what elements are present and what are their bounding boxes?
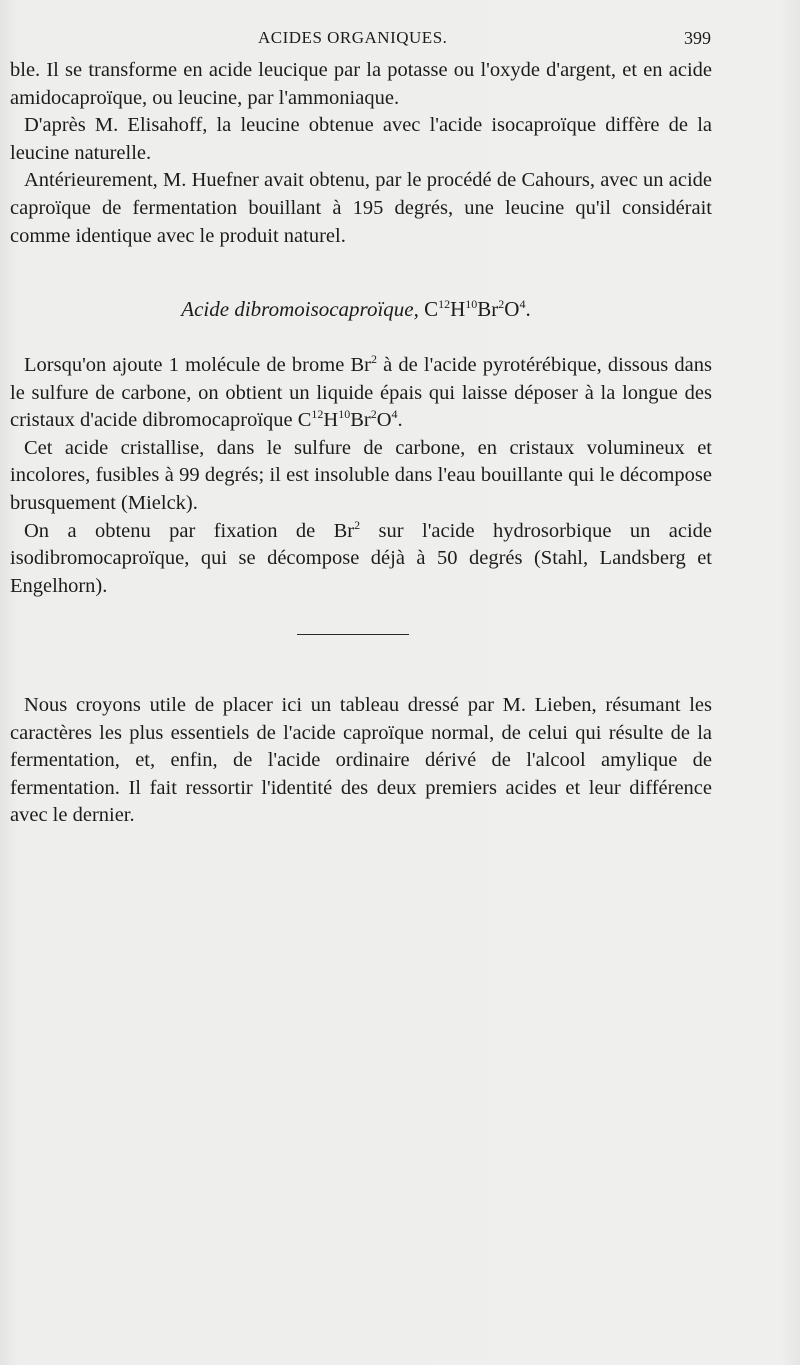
section-paragraphs: [10, 352, 712, 600]
formula-period: .: [525, 297, 531, 321]
running-head: [0, 28, 800, 52]
text-run: H: [323, 409, 339, 432]
running-title: ACIDES ORGANIQUES.: [258, 28, 448, 47]
superscript: 2: [354, 517, 361, 532]
formula-element: H: [450, 297, 466, 321]
formula-subscript: 4: [519, 297, 526, 311]
superscript: 2: [370, 407, 377, 422]
formula-subscript: 10: [465, 297, 478, 311]
section-heading: [0, 297, 712, 322]
text-run: .: [397, 409, 403, 432]
section-heading-name: Acide dibromoisocaproïque,: [181, 297, 419, 321]
text-run: Br: [350, 409, 371, 432]
paragraph-huefner: Antérieurement, M. Huefner avait obtenu, par le procédé de Cahours, avec un acide caproïque de fermentation bouillant à 195 degrés, une leucine qu'il considérait comme identique avec le produit naturel.: [10, 169, 712, 247]
text-run: Lorsqu'on ajoute 1 molécule de brome Br: [24, 354, 371, 376]
text-run: sur l'acide hydrosorbique un acide isodibromocaproïque, qui se décompose déjà à 50 degrés (Stahl, Landsberg et Engelhorn).: [10, 519, 712, 597]
superscript: 12: [311, 407, 324, 422]
formula-subscript: 2: [498, 297, 505, 311]
paragraph-cristallise: Cet acide cristallise, dans le sulfure de carbone, en cristaux volumineux et incolores, fusibles à 99 degrés; il est insoluble dans l'eau bouillante qui le décompose brusquement (Mielck).: [10, 436, 712, 514]
section-heading-formula: [424, 297, 531, 321]
formula-element: C: [424, 297, 439, 321]
superscript: 4: [391, 407, 398, 422]
opening-paragraphs: [10, 57, 712, 250]
section-divider-rule: [297, 634, 409, 635]
formula-element: Br: [477, 297, 499, 321]
paragraph-lieben: Nous croyons utile de placer ici un tableau dressé par M. Lieben, résumant les caractères les plus essentiels de l'acide caproïque normal, de celui qui résulte de la fermentation, et, enfin, de l'acide ordinaire dérivé de l'alcool amylique de fermentation. Il fait ressortir l'identité des deux premiers acides et leur différence avec le dernier.: [10, 694, 712, 827]
formula-element: O: [504, 297, 520, 321]
paragraph-elisahoff: D'après M. Elisahoff, la leucine obtenue avec l'acide isocaproïque diffère de la leucine naturelle.: [10, 114, 712, 164]
paragraph-fixation: [10, 518, 712, 601]
superscript: 10: [338, 407, 351, 422]
text-run: On a obtenu par fixation de Br: [24, 519, 355, 542]
paragraph-brome: [10, 352, 712, 435]
paragraph-continuation: ble. Il se transforme en acide leucique par la potasse ou l'oxyde d'argent, et en acide amidocaproïque, ou leucine, par l'ammoniaque.: [10, 59, 712, 109]
formula-subscript: 12: [438, 297, 451, 311]
page-number: 399: [684, 28, 711, 48]
closing-paragraph-block: [10, 692, 712, 830]
text-run: à de l'acide pyrotérébique, dissous dans le sulfure de carbone, on obtient un liquide épais qui laisse déposer à la longue des cristaux d'acide dibromocaproïque C: [10, 354, 712, 432]
text-run: O: [376, 409, 392, 432]
superscript: 2: [370, 352, 377, 366]
